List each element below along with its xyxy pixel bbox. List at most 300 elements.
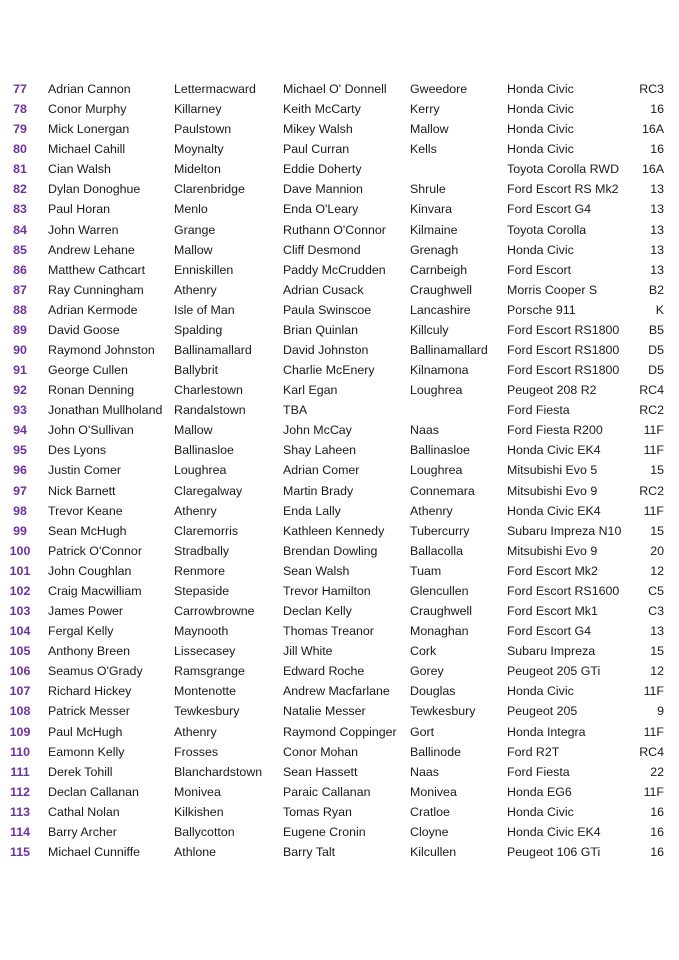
codriver-town: Gort <box>410 724 435 739</box>
driver-town: Randalstown <box>174 403 246 418</box>
driver-town: Athenry <box>174 724 217 739</box>
entry-row <box>0 481 679 501</box>
car-model: Ford Escort Mk2 <box>507 563 598 578</box>
codriver-town: Kilmaine <box>410 222 458 237</box>
driver-name: Dylan Donoghue <box>48 182 141 197</box>
entry-row <box>0 561 679 581</box>
car-class: 16 <box>650 824 664 839</box>
entry-number: 115 <box>10 844 30 859</box>
entry-number: 108 <box>9 704 31 719</box>
entry-number: 113 <box>10 804 30 819</box>
driver-town: Carrowbrowne <box>174 604 255 619</box>
driver-town: Ballinasloe <box>174 443 234 458</box>
entry-number: 114 <box>10 824 30 839</box>
car-model: Toyota Corolla RWD <box>507 162 620 177</box>
car-model: Honda Civic EK4 <box>507 443 601 458</box>
entry-number: 105 <box>9 644 31 659</box>
codriver-name: Barry Talt <box>283 844 336 859</box>
car-model: Ford Fiesta <box>507 764 570 779</box>
codriver-name: Karl Egan <box>283 383 338 398</box>
codriver-name: Trevor Hamilton <box>283 583 371 598</box>
car-model: Toyota Corolla <box>507 222 587 237</box>
codriver-town: Tewkesbury <box>410 704 476 719</box>
codriver-town: Kilcullen <box>410 844 457 859</box>
driver-town: Lissecasey <box>174 644 236 659</box>
driver-name: Patrick O'Connor <box>48 543 142 558</box>
entry-row <box>0 119 679 139</box>
codriver-name: Dave Mannion <box>283 182 363 197</box>
entry-row <box>0 139 679 159</box>
entry-number: 81 <box>13 162 27 177</box>
entry-row <box>0 681 679 701</box>
codriver-name: Raymond Coppinger <box>283 724 397 739</box>
car-class: RC4 <box>639 744 664 759</box>
driver-name: Ray Cunningham <box>48 282 144 297</box>
codriver-name: John McCay <box>283 423 352 438</box>
car-model: Subaru Impreza N10 <box>507 523 622 538</box>
entry-number: 98 <box>13 503 27 518</box>
codriver-town: Cork <box>410 644 437 659</box>
entry-number: 107 <box>9 684 31 699</box>
driver-name: John Warren <box>48 222 119 237</box>
driver-town: Grange <box>174 222 216 237</box>
codriver-town: Kilnamona <box>410 363 469 378</box>
codriver-name: Paraic Callanan <box>283 784 371 799</box>
driver-name: Adrian Kermode <box>48 302 138 317</box>
driver-town: Athenry <box>174 282 217 297</box>
codriver-town: Lancashire <box>410 302 471 317</box>
entry-row <box>0 661 679 681</box>
car-class: C5 <box>648 583 664 598</box>
codriver-name: Sean Walsh <box>283 563 350 578</box>
driver-town: Athenry <box>174 503 217 518</box>
codriver-town: Naas <box>410 423 439 438</box>
car-model: Mitsubishi Evo 9 <box>507 543 598 558</box>
codriver-town: Kerry <box>410 102 440 117</box>
codriver-name: Shay Laheen <box>283 443 357 458</box>
entry-row <box>0 722 679 742</box>
codriver-name: Adrian Comer <box>283 463 360 478</box>
car-class: RC3 <box>639 82 664 96</box>
codriver-town: Ballinamallard <box>410 343 488 358</box>
car-model: Ford Escort G4 <box>507 624 592 639</box>
car-class: RC4 <box>639 383 664 398</box>
codriver-name: Cliff Desmond <box>283 242 361 257</box>
codriver-name: Paul Curran <box>283 142 350 157</box>
driver-name: Patrick Messer <box>48 704 130 719</box>
driver-town: Midelton <box>174 162 221 177</box>
codriver-town: Loughrea <box>410 383 463 398</box>
entry-number: 99 <box>13 523 27 538</box>
car-model: Ford Fiesta R200 <box>507 423 603 438</box>
car-class: RC2 <box>639 483 664 498</box>
codriver-name: Keith McCarty <box>283 102 361 117</box>
driver-name: Craig Macwilliam <box>48 583 142 598</box>
car-class: 16 <box>650 804 664 819</box>
driver-town: Paulstown <box>174 122 232 137</box>
codriver-name: Enda Lally <box>283 503 341 518</box>
car-model: Honda Civic <box>507 82 574 96</box>
car-class: 15 <box>650 523 664 538</box>
driver-name: Seamus O'Grady <box>48 664 143 679</box>
codriver-town: Connemara <box>410 483 475 498</box>
entry-number: 100 <box>9 543 31 558</box>
codriver-name: Mikey Walsh <box>283 122 353 137</box>
driver-name: Michael Cunniffe <box>48 844 141 859</box>
entry-row <box>0 641 679 661</box>
entry-number: 93 <box>13 403 27 418</box>
driver-town: Claregalway <box>174 483 243 498</box>
driver-town: Ballybrit <box>174 363 219 378</box>
codriver-town: Ballacolla <box>410 543 464 558</box>
driver-name: Paul Horan <box>48 202 110 217</box>
entry-number: 80 <box>13 142 27 157</box>
car-model: Subaru Impreza <box>507 644 596 659</box>
driver-name: Sean McHugh <box>48 523 127 538</box>
car-class: 12 <box>650 664 664 679</box>
car-model: Ford Escort RS1800 <box>507 363 620 378</box>
codriver-name: Brendan Dowling <box>283 543 378 558</box>
car-class: 11F <box>643 684 664 699</box>
car-model: Peugeot 106 GTi <box>507 844 601 859</box>
car-class: 16 <box>650 142 664 157</box>
car-class: B5 <box>648 322 664 337</box>
driver-town: Menlo <box>174 202 208 217</box>
driver-town: Charlestown <box>174 383 243 398</box>
car-model: Porsche 911 <box>507 302 576 317</box>
codriver-town: Ballinasloe <box>410 443 470 458</box>
entry-number: 97 <box>13 483 27 498</box>
entry-list <box>0 79 679 862</box>
driver-town: Clarenbridge <box>174 182 245 197</box>
car-model: Ford Escort <box>507 262 572 277</box>
entry-number: 84 <box>13 222 27 237</box>
entry-row <box>0 440 679 460</box>
car-class: D5 <box>648 363 664 378</box>
car-model: Mitsubishi Evo 9 <box>507 483 598 498</box>
car-model: Honda Civic <box>507 102 574 117</box>
driver-town: Loughrea <box>174 463 227 478</box>
driver-name: George Cullen <box>48 363 128 378</box>
driver-name: Declan Callanan <box>48 784 139 799</box>
entry-number: 96 <box>13 463 27 478</box>
codriver-town: Naas <box>410 764 439 779</box>
codriver-town: Ballinode <box>410 744 461 759</box>
car-model: Honda Civic <box>507 142 574 157</box>
codriver-name: Kathleen Kennedy <box>283 523 385 538</box>
driver-name: Michael Cahill <box>48 142 126 157</box>
driver-town: Montenotte <box>174 684 236 699</box>
entry-number: 88 <box>13 302 27 317</box>
car-class: 16A <box>641 122 664 137</box>
codriver-town: Mallow <box>410 122 449 137</box>
car-class: K <box>655 302 664 317</box>
codriver-town: Gorey <box>410 664 444 679</box>
driver-town: Killarney <box>174 102 222 117</box>
entry-number: 85 <box>13 242 27 257</box>
car-class: 9 <box>657 704 664 719</box>
codriver-town: Cloyne <box>410 824 449 839</box>
driver-name: Cathal Nolan <box>48 804 120 819</box>
entry-number: 109 <box>9 724 31 739</box>
entry-number: 112 <box>10 784 30 799</box>
car-class: D5 <box>648 343 664 358</box>
driver-name: Matthew Cathcart <box>48 262 146 277</box>
car-class: C3 <box>648 604 664 619</box>
car-class: 13 <box>650 262 664 277</box>
driver-name: Conor Murphy <box>48 102 127 117</box>
entry-number: 86 <box>13 262 27 277</box>
codriver-town: Monaghan <box>410 624 469 639</box>
entry-row <box>0 199 679 219</box>
driver-name: Raymond Johnston <box>48 343 155 358</box>
entry-row <box>0 621 679 641</box>
codriver-name: Martin Brady <box>283 483 354 498</box>
codriver-town: Tubercurry <box>410 523 470 538</box>
entry-row <box>0 581 679 601</box>
driver-name: James Power <box>48 604 124 619</box>
car-model: Ford Escort Mk1 <box>507 604 598 619</box>
driver-name: Jonathan Mullholand <box>48 403 163 418</box>
driver-name: Mick Lonergan <box>48 122 130 137</box>
codriver-name: Ruthann O'Connor <box>283 222 386 237</box>
car-class: 15 <box>650 644 664 659</box>
driver-town: Mallow <box>174 423 213 438</box>
driver-town: Blanchardstown <box>174 764 263 779</box>
driver-name: Eamonn Kelly <box>48 744 125 759</box>
entry-number: 89 <box>13 322 27 337</box>
driver-name: Barry Archer <box>48 824 117 839</box>
driver-town: Kilkishen <box>174 804 224 819</box>
driver-name: Anthony Breen <box>48 644 130 659</box>
car-model: Ford Escort RS1600 <box>507 583 620 598</box>
driver-name: Paul McHugh <box>48 724 123 739</box>
driver-town: Isle of Man <box>174 302 235 317</box>
driver-town: Ramsgrange <box>174 664 245 679</box>
codriver-town: Killculy <box>410 322 449 337</box>
driver-name: Richard Hickey <box>48 684 132 699</box>
driver-name: Des Lyons <box>48 443 107 458</box>
entry-number: 92 <box>13 383 27 398</box>
car-class: 13 <box>650 222 664 237</box>
car-model: Honda Civic EK4 <box>507 824 601 839</box>
entry-row <box>0 420 679 440</box>
codriver-name: Sean Hassett <box>283 764 358 779</box>
car-model: Honda Integra <box>507 724 586 739</box>
codriver-name: Michael O' Donnell <box>283 82 387 96</box>
codriver-name: TBA <box>283 403 308 418</box>
codriver-name: Conor Mohan <box>283 744 359 759</box>
entry-number: 82 <box>13 182 27 197</box>
codriver-name: Brian Quinlan <box>283 322 359 337</box>
driver-town: Maynooth <box>174 624 229 639</box>
car-class: 16A <box>641 162 664 177</box>
entry-row <box>0 601 679 621</box>
driver-town: Monivea <box>174 784 221 799</box>
driver-town: Spalding <box>174 322 223 337</box>
codriver-town: Carnbeigh <box>410 262 468 277</box>
entry-row <box>0 701 679 721</box>
codriver-name: Paula Swinscoe <box>283 302 372 317</box>
driver-name: Cian Walsh <box>48 162 111 177</box>
car-model: Peugeot 205 GTi <box>507 664 601 679</box>
driver-name: Fergal Kelly <box>48 624 114 639</box>
entry-row <box>0 340 679 360</box>
driver-town: Ballinamallard <box>174 343 252 358</box>
entry-number: 87 <box>13 282 27 297</box>
car-model: Peugeot 205 <box>507 704 578 719</box>
entry-row <box>0 400 679 420</box>
entry-number: 79 <box>13 122 27 137</box>
codriver-town: Athenry <box>410 503 453 518</box>
driver-town: Stepaside <box>174 583 230 598</box>
driver-town: Enniskillen <box>174 262 234 277</box>
car-model: Ford Fiesta <box>507 403 570 418</box>
entry-number: 103 <box>9 604 31 619</box>
driver-town: Frosses <box>174 744 219 759</box>
codriver-town: Kinvara <box>410 202 453 217</box>
car-model: Honda Civic <box>507 242 574 257</box>
codriver-name: Andrew Macfarlane <box>283 684 390 699</box>
driver-town: Mallow <box>174 242 213 257</box>
driver-town: Stradbally <box>174 543 230 558</box>
entry-row <box>0 802 679 822</box>
entry-number: 101 <box>9 563 31 578</box>
driver-town: Claremorris <box>174 523 239 538</box>
entry-row <box>0 280 679 300</box>
driver-name: John Coughlan <box>48 563 132 578</box>
codriver-town: Tuam <box>410 563 442 578</box>
entry-row <box>0 99 679 119</box>
entry-row <box>0 762 679 782</box>
car-model: Peugeot 208 R2 <box>507 383 597 398</box>
car-class: 13 <box>650 202 664 217</box>
codriver-town: Kells <box>410 142 437 157</box>
car-class: 13 <box>650 242 664 257</box>
car-model: Ford Escort G4 <box>507 202 592 217</box>
entry-row <box>0 842 679 862</box>
codriver-name: Eddie Doherty <box>283 162 362 177</box>
entry-number: 95 <box>13 443 27 458</box>
entry-number: 91 <box>13 363 27 378</box>
entry-row <box>0 521 679 541</box>
car-model: Honda EG6 <box>507 784 572 799</box>
entry-row <box>0 782 679 802</box>
driver-name: Ronan Denning <box>48 383 135 398</box>
entry-number: 90 <box>13 343 27 358</box>
car-class: 22 <box>650 764 664 779</box>
codriver-town: Glencullen <box>410 583 469 598</box>
codriver-town: Shrule <box>410 182 446 197</box>
driver-name: Justin Comer <box>48 463 121 478</box>
car-class: 11F <box>643 423 664 438</box>
driver-town: Lettermacward <box>174 82 256 96</box>
codriver-town: Monivea <box>410 784 457 799</box>
car-model: Honda Civic EK4 <box>507 503 601 518</box>
entry-number: 104 <box>9 624 31 639</box>
car-model: Honda Civic <box>507 684 574 699</box>
entry-row <box>0 220 679 240</box>
car-class: 11F <box>643 503 664 518</box>
entry-number: 94 <box>13 423 27 438</box>
codriver-name: Paddy McCrudden <box>283 262 386 277</box>
driver-name: Adrian Cannon <box>48 82 131 96</box>
codriver-name: Tomas Ryan <box>283 804 352 819</box>
car-class: 11F <box>643 443 664 458</box>
codriver-name: Charlie McEnery <box>283 363 375 378</box>
car-class: 20 <box>650 543 664 558</box>
car-model: Honda Civic <box>507 122 574 137</box>
entry-row <box>0 179 679 199</box>
entry-row <box>0 360 679 380</box>
car-model: Ford Escort RS1800 <box>507 322 620 337</box>
driver-town: Ballycotton <box>174 824 235 839</box>
entry-row <box>0 159 679 179</box>
codriver-name: Thomas Treanor <box>283 624 374 639</box>
driver-name: Andrew Lehane <box>48 242 135 257</box>
entry-row <box>0 79 679 99</box>
codriver-town: Craughwell <box>410 282 472 297</box>
car-class: RC2 <box>639 403 664 418</box>
codriver-town: Gweedore <box>410 82 468 96</box>
driver-town: Athlone <box>174 844 217 859</box>
entry-row <box>0 320 679 340</box>
driver-name: John O'Sullivan <box>48 423 134 438</box>
driver-name: Trevor Keane <box>48 503 123 518</box>
codriver-name: Jill White <box>283 644 333 659</box>
codriver-town: Loughrea <box>410 463 463 478</box>
driver-town: Tewkesbury <box>174 704 240 719</box>
entry-number: 110 <box>10 744 30 759</box>
car-model: Honda Civic <box>507 804 574 819</box>
car-model: Mitsubishi Evo 5 <box>507 463 598 478</box>
car-class: 13 <box>650 182 664 197</box>
entry-row <box>0 822 679 842</box>
entry-number: 78 <box>13 102 27 117</box>
driver-name: Nick Barnett <box>48 483 116 498</box>
entry-number: 106 <box>9 664 31 679</box>
car-class: 11F <box>643 724 664 739</box>
entry-number: 77 <box>13 82 27 96</box>
car-model: Ford Escort RS Mk2 <box>507 182 619 197</box>
driver-name: David Goose <box>48 322 120 337</box>
entry-row <box>0 380 679 400</box>
codriver-name: Edward Roche <box>283 664 365 679</box>
car-class: 11F <box>643 784 664 799</box>
car-class: B2 <box>648 282 664 297</box>
entry-number: 83 <box>13 202 27 217</box>
car-class: 16 <box>650 844 664 859</box>
codriver-town: Cratloe <box>410 804 450 819</box>
entry-row <box>0 501 679 521</box>
entry-row <box>0 240 679 260</box>
codriver-town: Craughwell <box>410 604 472 619</box>
entry-row <box>0 460 679 480</box>
codriver-name: David Johnston <box>283 343 369 358</box>
car-model: Ford R2T <box>507 744 560 759</box>
car-class: 12 <box>650 563 664 578</box>
codriver-name: Declan Kelly <box>283 604 352 619</box>
entry-row <box>0 300 679 320</box>
car-class: 16 <box>650 102 664 117</box>
codriver-name: Eugene Cronin <box>283 824 366 839</box>
driver-name: Derek Tohill <box>48 764 113 779</box>
car-model: Morris Cooper S <box>507 282 598 297</box>
entry-number: 102 <box>9 583 31 598</box>
entry-row <box>0 541 679 561</box>
codriver-name: Natalie Messer <box>283 704 366 719</box>
entry-number: 111 <box>10 764 30 779</box>
